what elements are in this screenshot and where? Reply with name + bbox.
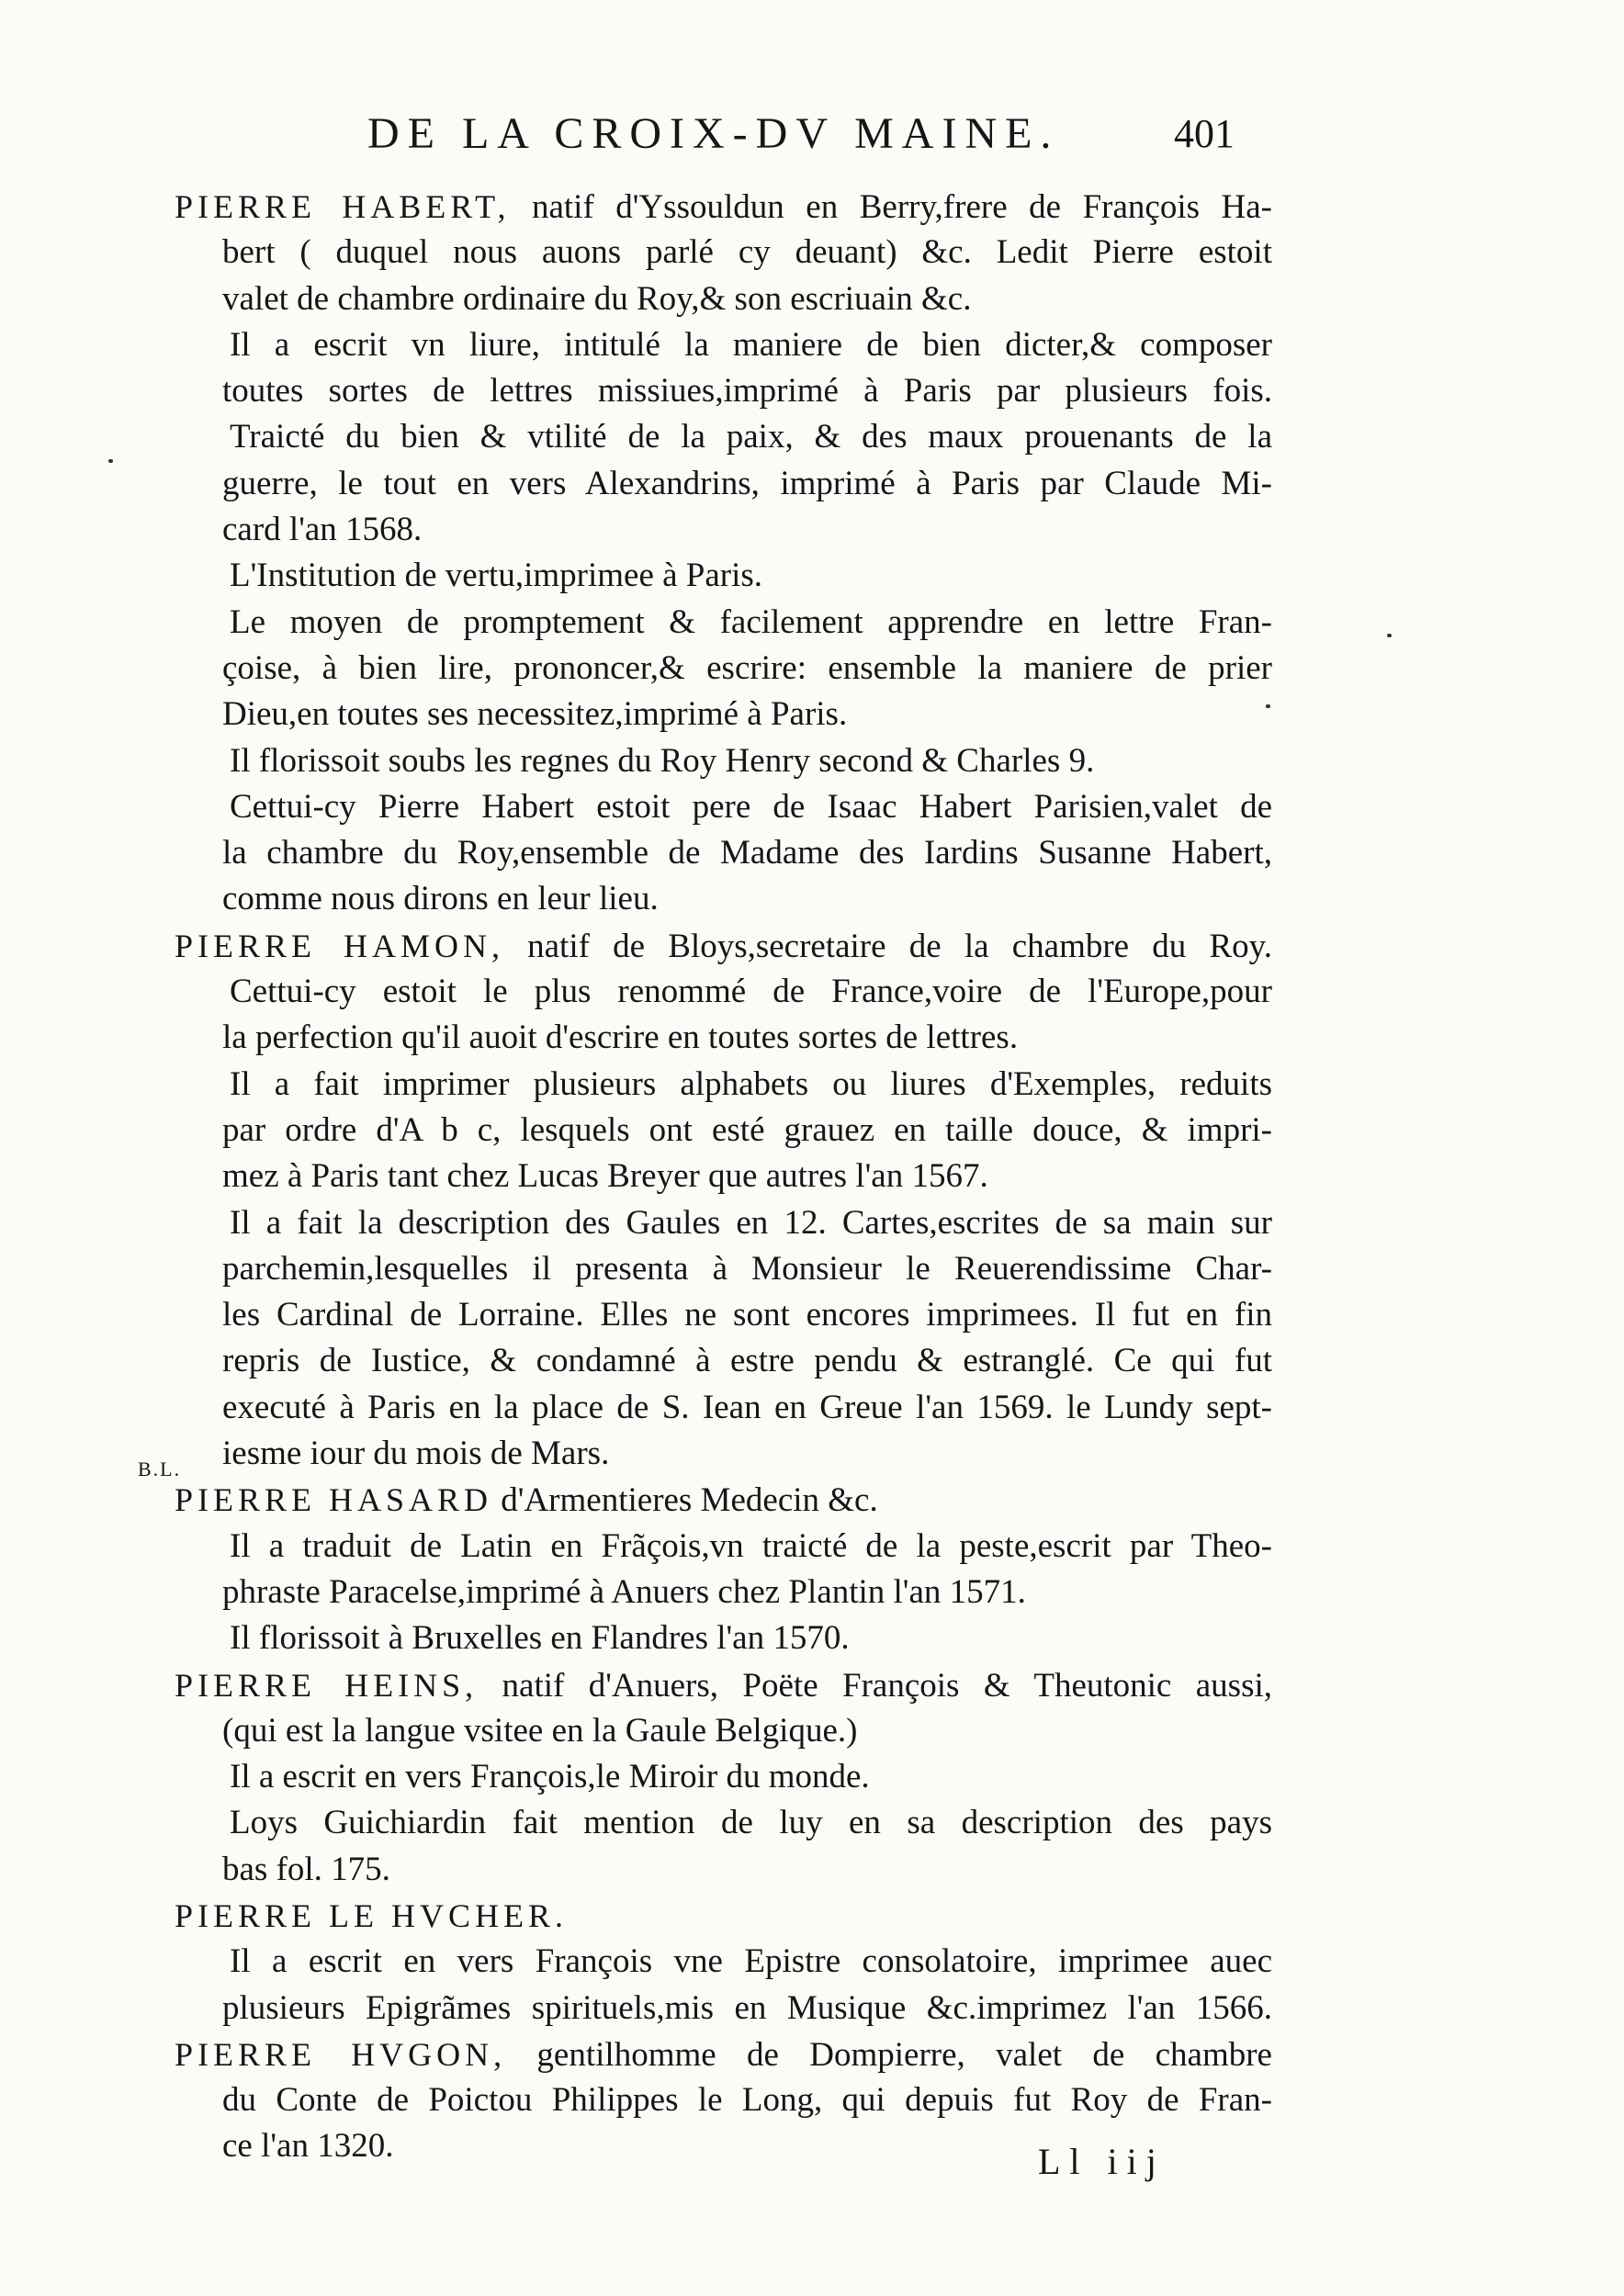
line-text: gentilhomme de Dompierre, valet de chambre xyxy=(506,2035,1272,2074)
line-text: mez à Paris tant chez Lucas Breyer que autres l'an 1567. xyxy=(222,1157,988,1196)
text-line xyxy=(175,322,1272,368)
text-line xyxy=(175,876,1272,922)
text-line xyxy=(175,1108,1272,1154)
text-line xyxy=(175,1015,1272,1061)
line-text: Il florissoit soubs les regnes du Roy Henry second & Charles 9. xyxy=(230,741,1095,780)
line-text: iesme iour du mois de Mars. xyxy=(222,1435,610,1473)
line-text: parchemin,lesquelles il presenta à Monsieur le Reuerendissime Char- xyxy=(222,1249,1272,1288)
line-text: du Conte de Poictou Philippes le Long, qui depuis fut Roy de Fran- xyxy=(222,2081,1272,2120)
line-text: bert ( duquel nous auons parlé cy deuant) &c. Ledit Pierre estoit xyxy=(222,233,1272,272)
text-line xyxy=(175,553,1272,599)
text-line xyxy=(175,1939,1272,1985)
entry-heading-line xyxy=(175,1477,1272,1523)
text-line xyxy=(175,1570,1272,1615)
line-text: çoise, à bien lire, prononcer,& escrire: ensemble la maniere de prier xyxy=(222,648,1272,687)
text-line xyxy=(175,646,1272,692)
text-line xyxy=(175,1708,1272,1754)
text-line xyxy=(175,368,1272,414)
entry-heading-line xyxy=(175,2032,1272,2077)
line-text: bas fol. 175. xyxy=(222,1850,390,1888)
line-text: ce l'an 1320. xyxy=(222,2127,394,2166)
author-name: PIERRE HVGON, xyxy=(175,2035,507,2073)
entry-heading-line xyxy=(175,923,1272,969)
text-line xyxy=(175,692,1272,737)
text-line xyxy=(175,1615,1272,1661)
text-line xyxy=(175,1246,1272,1292)
line-text: comme nous dirons en leur lieu. xyxy=(222,880,659,918)
line-text: natif d'Anuers, Poëte François & Theutonic aussi, xyxy=(478,1666,1272,1705)
text-line xyxy=(175,1385,1272,1431)
line-text: les Cardinal de Lorraine. Elles ne sont encores imprimees. Il fut en fin xyxy=(222,1296,1272,1334)
author-name: PIERRE HEINS, xyxy=(175,1666,479,1704)
line-text: executé à Paris en la place de S. Iean en Greue l'an 1569. le Lundy sept- xyxy=(222,1388,1272,1426)
author-name: PIERRE HASARD xyxy=(175,1481,493,1519)
signature-mark: Ll iij xyxy=(1038,2141,1166,2182)
text-line xyxy=(175,1754,1272,1800)
line-text: par ordre d'A b c, lesquels ont esté grauez en taille douce, & impri- xyxy=(222,1110,1272,1149)
text-line xyxy=(175,830,1272,876)
ink-speck xyxy=(108,459,113,463)
text-line xyxy=(175,1431,1272,1477)
author-name: PIERRE HAMON, xyxy=(175,927,504,964)
line-text: Il a fait la description des Gaules en 12. Cartes,escrites de sa main sur xyxy=(230,1203,1272,1242)
line-text: Il a fait imprimer plusieurs alphabets ou liures d'Exemples, reduits xyxy=(230,1064,1272,1103)
line-text: Cettui-cy estoit le plus renommé de France,voire de l'Europe,pour xyxy=(230,973,1272,1011)
text-line xyxy=(175,784,1272,830)
ink-speck xyxy=(1266,704,1270,708)
margin-note: B.L. xyxy=(138,1458,182,1480)
line-text: Loys Guichiardin fait mention de luy en sa description des pays xyxy=(230,1804,1272,1842)
text-line xyxy=(175,1200,1272,1246)
line-text: Traicté du bien & vtilité de la paix, & des maux prouenants de la xyxy=(230,418,1272,456)
text-line xyxy=(175,276,1272,322)
line-text: Dieu,en toutes ses necessitez,imprimé à Paris. xyxy=(222,695,848,734)
text-line xyxy=(175,969,1272,1015)
line-text: Il a traduit de Latin en Frãçois,vn traicté de la peste,escrit par Theo- xyxy=(230,1526,1272,1565)
text-line xyxy=(175,738,1272,784)
text-line xyxy=(175,1338,1272,1384)
line-text: natif de Bloys,secretaire de la chambre du Roy. xyxy=(503,927,1272,965)
line-text: valet de chambre ordinaire du Roy,& son escriuain &c. xyxy=(222,279,972,318)
text-line xyxy=(175,461,1272,507)
line-text: (qui est la langue vsitee en la Gaule Belgique.) xyxy=(222,1711,858,1750)
line-text: guerre, le tout en vers Alexandrins, imprimé à Paris par Claude Mi- xyxy=(222,464,1272,502)
line-text: plusieurs Epigrãmes spirituels,mis en Musique &c.imprimez l'an 1566. xyxy=(222,1988,1272,2027)
line-text: L'Institution de vertu,imprimee à Paris. xyxy=(230,557,763,595)
line-text: repris de Iustice, & condamné à estre pendu & estranglé. Ce qui fut xyxy=(222,1342,1272,1380)
line-text: Il a escrit vn liure, intitulé la maniere de bien dicter,& composer xyxy=(230,325,1272,364)
text-line xyxy=(175,2077,1272,2123)
line-text: Il florissoit à Bruxelles en Flandres l'an 1570. xyxy=(230,1619,850,1658)
line-text: Il a escrit en vers François vne Epistre consolatoire, imprimee auec xyxy=(230,1942,1272,1981)
line-text: d'Armentieres Medecin &c. xyxy=(492,1481,878,1520)
author-name: PIERRE HABERT, xyxy=(175,188,511,225)
line-text: la chambre du Roy,ensemble de Madame des Iardins Susanne Habert, xyxy=(222,834,1272,872)
line-text: la perfection qu'il auoit d'escrire en toutes sortes de lettres. xyxy=(222,1019,1019,1057)
page-number: 401 xyxy=(1174,111,1235,156)
line-text: toutes sortes de lettres missiues,imprimé à Paris par plusieurs fois. xyxy=(222,372,1272,411)
ink-speck xyxy=(1387,634,1392,637)
text-line xyxy=(175,230,1272,276)
text-line xyxy=(175,1847,1272,1893)
text-line xyxy=(175,507,1272,553)
entry-heading-line xyxy=(175,184,1272,230)
author-name: PIERRE LE HVCHER. xyxy=(175,1896,569,1934)
line-text: Il a escrit en vers François,le Miroir du monde. xyxy=(230,1758,870,1796)
text-line xyxy=(175,600,1272,646)
line-text: natif d'Yssouldun en Berry,frere de François Ha- xyxy=(510,188,1272,226)
line-text: phraste Paracelse,imprimé à Anuers chez Plantin l'an 1571. xyxy=(222,1572,1026,1611)
text-line xyxy=(175,414,1272,460)
text-line xyxy=(175,1524,1272,1570)
text-body xyxy=(175,184,1272,2170)
text-line xyxy=(175,1062,1272,1108)
entry-heading-line xyxy=(175,1893,1272,1939)
line-text: Cettui-cy Pierre Habert estoit pere de Isaac Habert Parisien,valet de xyxy=(230,787,1272,826)
entry-heading-line xyxy=(175,1662,1272,1708)
text-line xyxy=(175,1986,1272,2032)
text-line xyxy=(175,1154,1272,1199)
line-text: card l'an 1568. xyxy=(222,511,423,549)
line-text: Le moyen de promptement & facilement apprendre en lettre Fran- xyxy=(230,602,1272,641)
running-title: DE LA CROIX-DV MAINE. xyxy=(367,109,1060,158)
text-line xyxy=(175,1292,1272,1338)
text-line xyxy=(175,1800,1272,1846)
